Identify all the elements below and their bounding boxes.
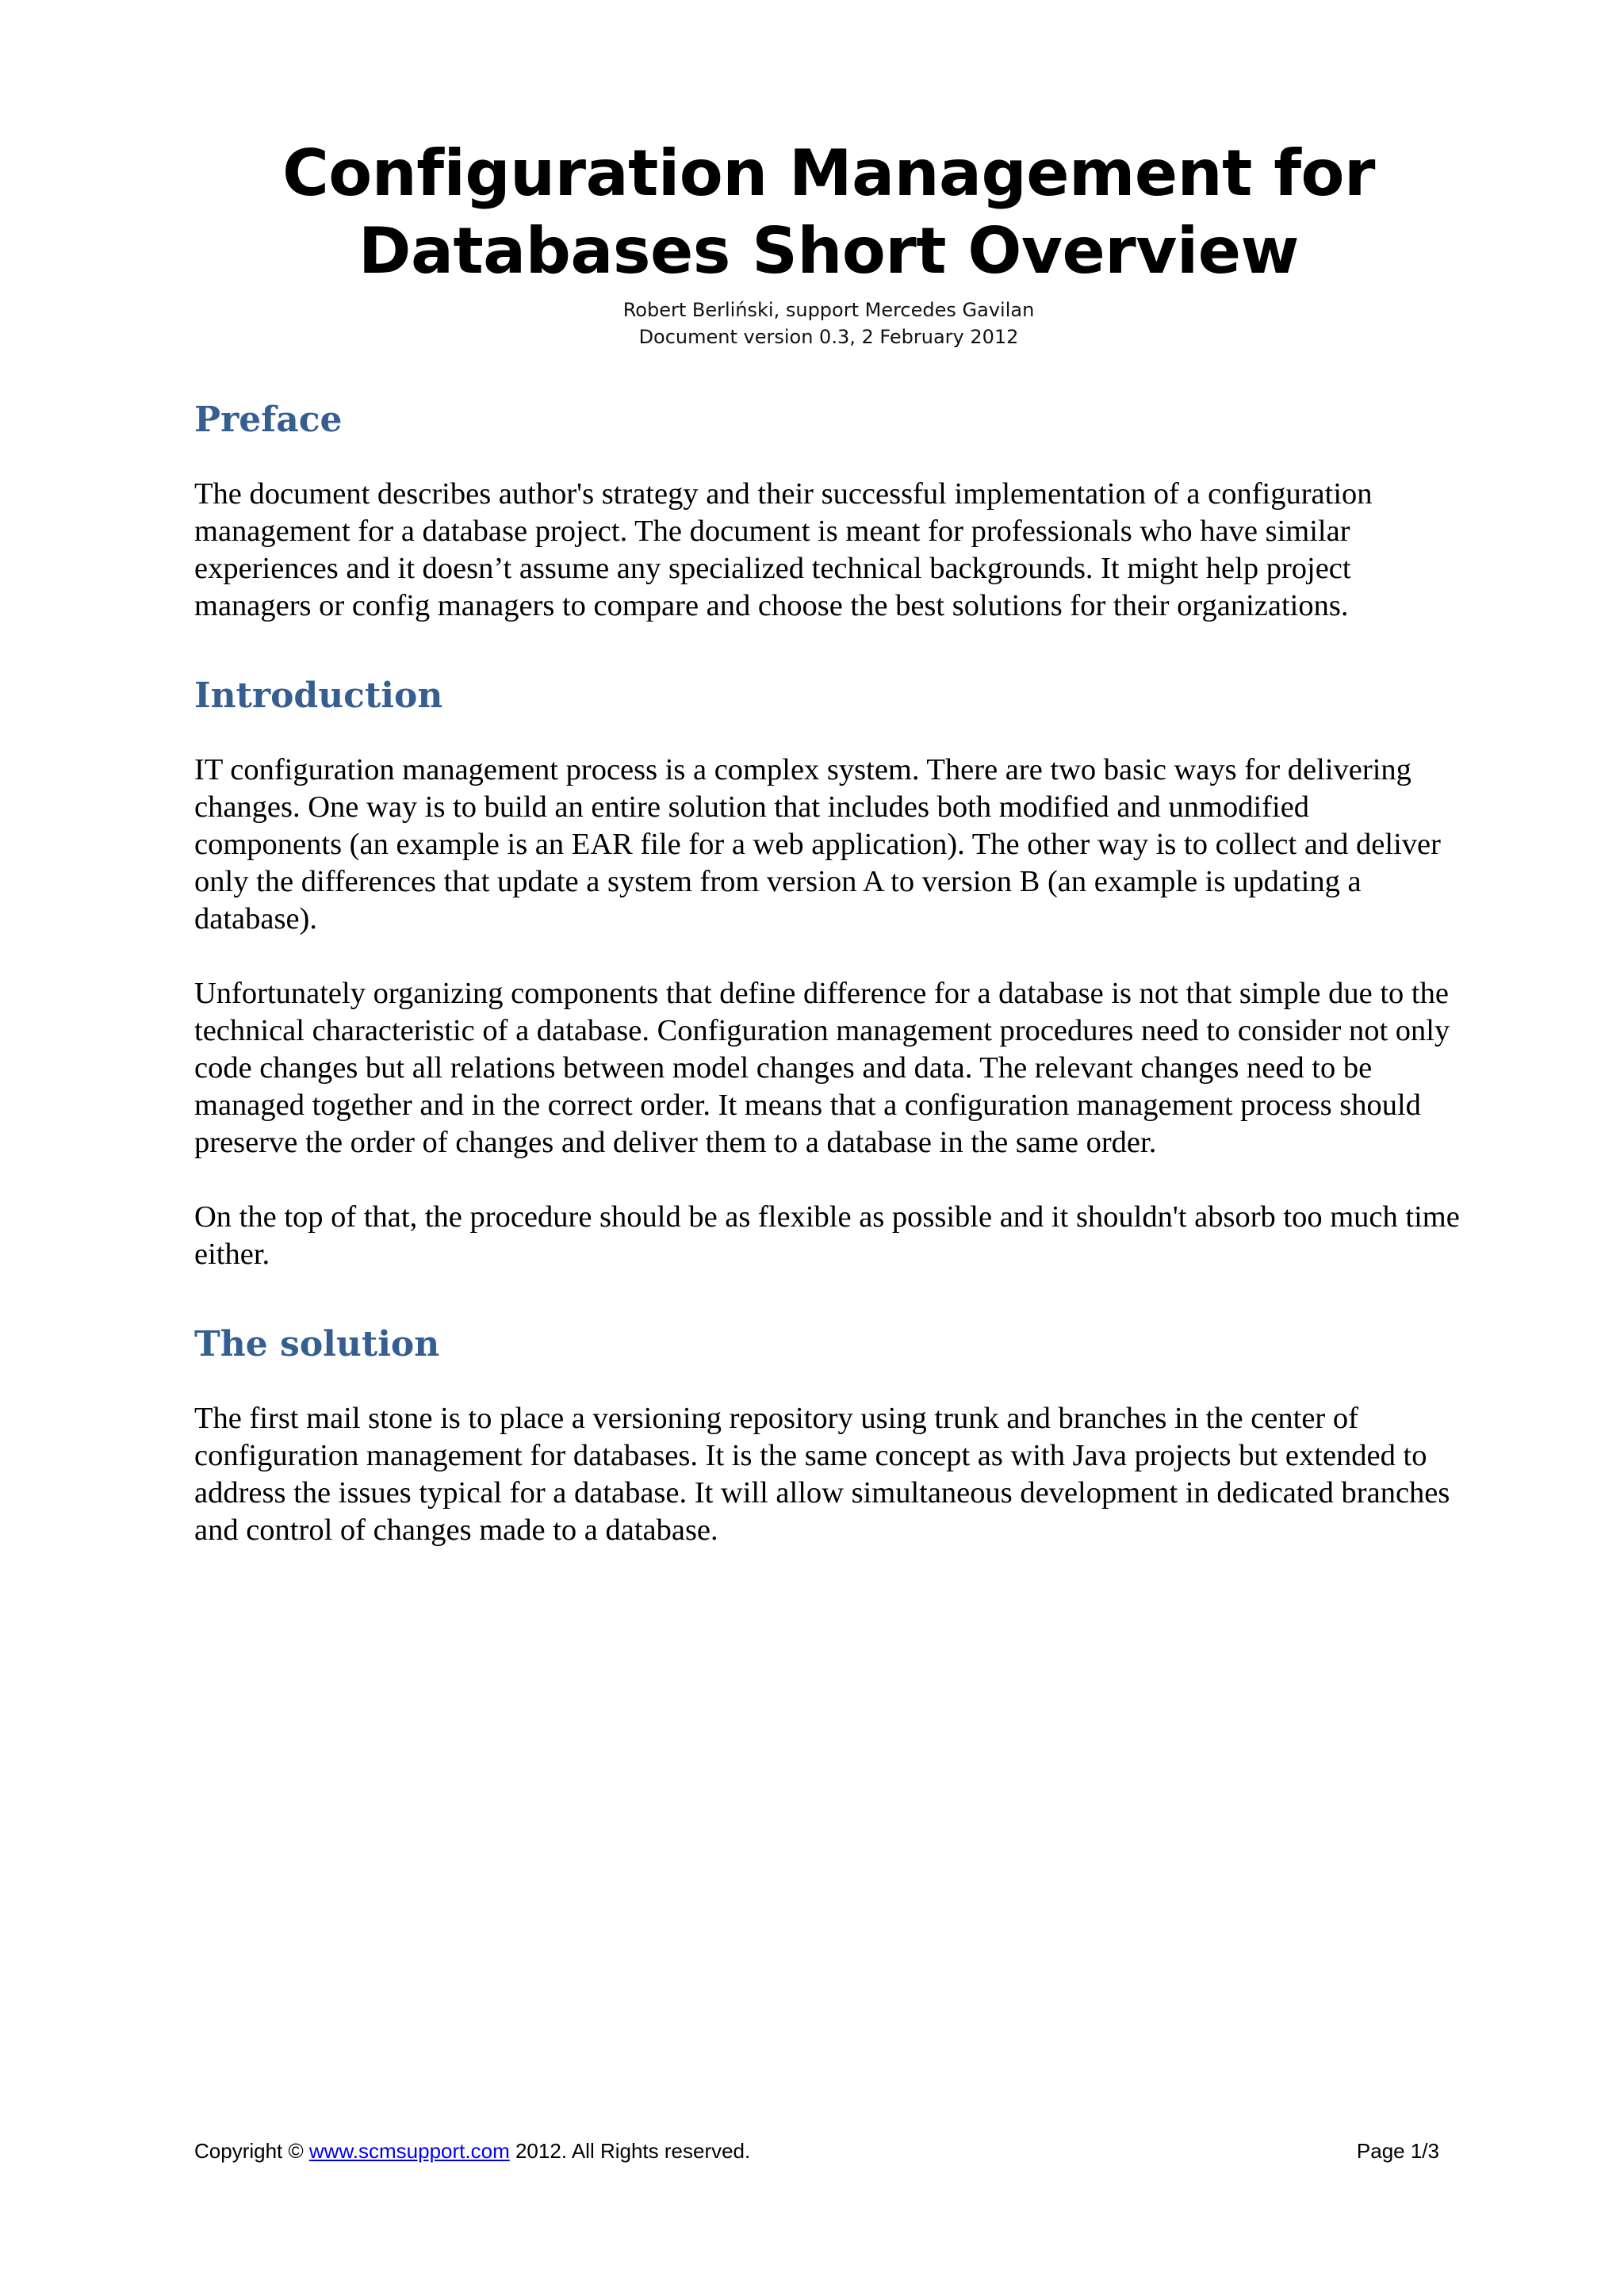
preface-paragraph: The document describes author's strategy and their successful implementation of a configuration management for a database project. The document is meant for professionals who have similar experiences and it doesn’t assume any specialized technical backgrounds. It might help project managers or config managers to compare and choose the best solutions for their organizations. [194,477,1373,622]
section-heading-the-solution: The solution [194,1324,440,1364]
page-number: Page 1/3 [1356,2139,1439,2163]
author-line: Robert Berliński, support Mercedes Gavilan [622,299,1035,321]
document-body [194,135,1463,1586]
introduction-paragraph-1: IT configuration management process is a complex system. There are two basic ways for delivering changes. One way is to build an entire solution that includes both modified and unmodified components (an example is an EAR file for a web application). The other way is to collect and deliver only the differences that update a system from version A to version B (an example is updating a database). [194,753,1441,936]
copyright-prefix: Copyright © [194,2139,304,2163]
copyright-suffix: 2012. All Rights reserved. [515,2139,751,2163]
scmsupport-link[interactable]: www.scmsupport.com [308,2139,510,2163]
page-footer [194,2137,1439,2164]
introduction-paragraph-2: Unfortunately organizing components that define difference for a database is not that simple due to the technical characteristic of a database. Configuration management procedures need to consider not only code changes but all relations between model changes and data. The relevant changes need to be managed together and in the correct order. It means that a configuration management process should preserve the order of changes and deliver them to a database in the same order. [194,977,1450,1159]
version-line: Document version 0.3, 2 February 2012 [638,326,1019,348]
section-heading-preface: Preface [194,400,343,440]
solution-paragraph: The first mail stone is to place a versioning repository using trunk and branches in the center of configuration management for databases. It is the same concept as with Java projects but extended to address the issues typical for a database. It will allow simultaneous development in dedicated branches and control of changes made to a database. [194,1402,1450,1547]
document-title [194,135,1463,290]
title-line-1: Configuration Management for [282,136,1375,210]
copyright-notice [194,2137,750,2164]
title-line-2: Databases Short Overview [358,214,1299,288]
section-heading-introduction: Introduction [194,675,443,716]
introduction-paragraph-3: On the top of that, the procedure should be as flexible as possible and it shouldn't absorb too much time either. [194,1200,1460,1271]
